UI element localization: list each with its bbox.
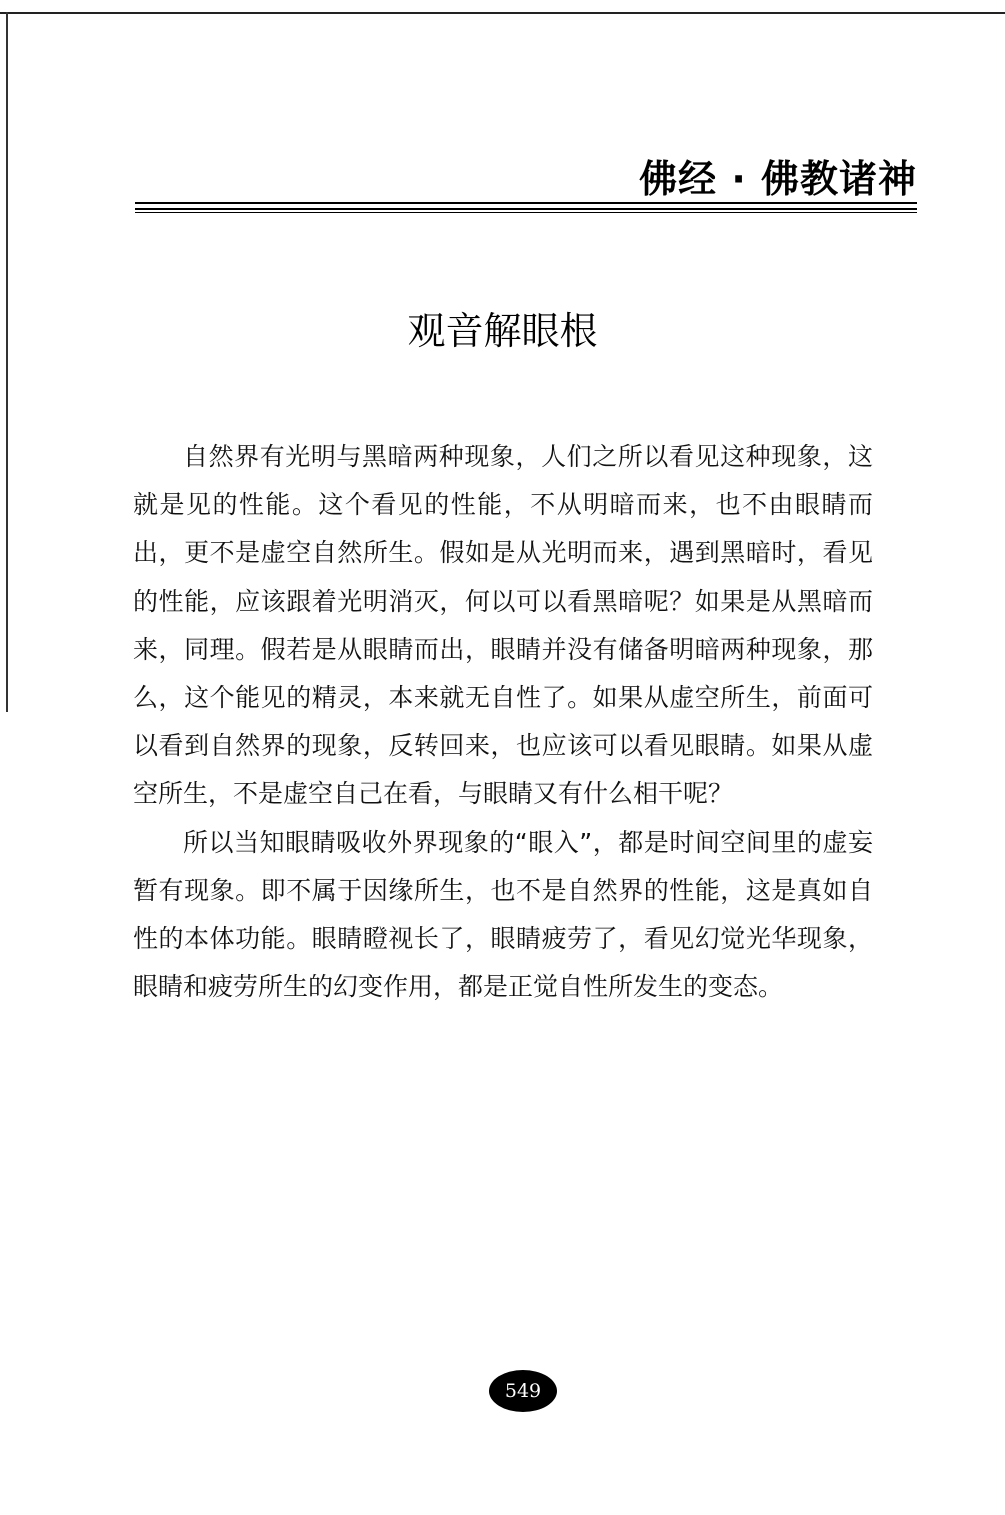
paragraph: 所以当知眼睛吸收外界现象的“眼入”，都是时间空间里的虚妄暂有现象。即不属于因缘所生，也不是自然界的性能，这是真如自性的本体功能。眼睛瞪视长了，眼睛疲劳了，看见幻觉光华现象，眼睛和疲劳所生的幻变作用，都是正觉自性所发生的变态。 <box>133 827 873 1002</box>
header-rule <box>135 208 917 210</box>
chapter-title: 观音解眼根 <box>407 309 598 353</box>
page-number-badge <box>489 1370 557 1412</box>
running-header: 佛经 · 佛教诸神 <box>639 157 917 201</box>
scan-edge-left <box>6 12 8 712</box>
header-rule <box>135 202 917 204</box>
scan-edge-top <box>0 12 1005 14</box>
body-text <box>133 433 873 1011</box>
page-number: 549 <box>504 1380 542 1402</box>
header-rule <box>135 212 917 213</box>
paragraph: 自然界有光明与黑暗两种现象，人们之所以看见这种现象，这就是见的性能。这个看见的性能，不从明暗而来，也不由眼睛而出，更不是虚空自然所生。假如是从光明而来，遇到黑暗时，看见的性能，应该跟着光明消灭，何以可以看黑暗呢？如果是从黑暗而来，同理。假若是从眼睛而出，眼睛并没有储备明暗两种现象，那么，这个能见的精灵，本来就无自性了。如果从虚空所生，前面可以看到自然界的现象，反转回来，也应该可以看见眼睛。如果从虚空所生，不是虚空自己在看，与眼睛又有什么相干呢？ <box>133 442 873 809</box>
